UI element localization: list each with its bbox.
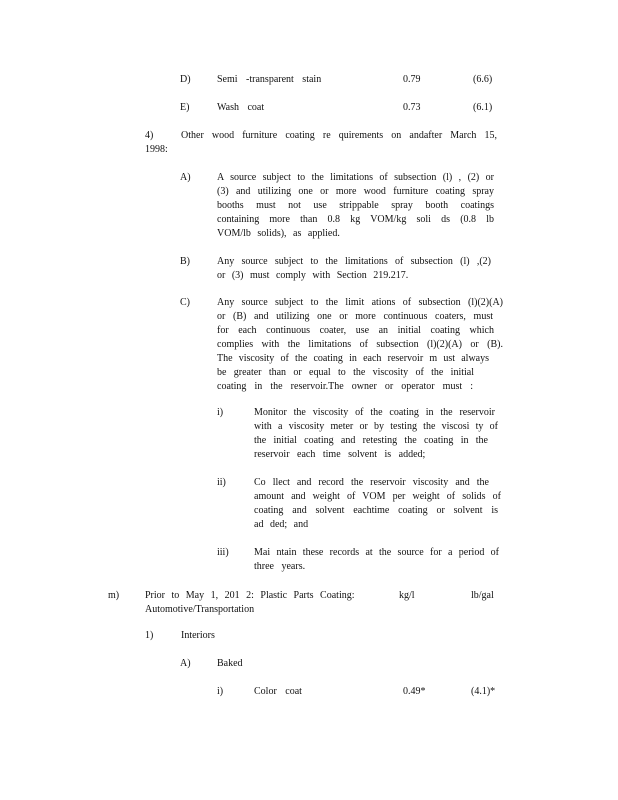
- item-m-title: Prior to May 1, 201 2: Plastic Parts Coating:: [145, 590, 355, 601]
- item-ciii-line: three years.: [254, 561, 306, 572]
- item-4c-text: [217, 296, 503, 394]
- item-cii-line: ad ded; and: [254, 519, 309, 530]
- item-4c-line: be greater than or equal to the viscosity of the initial: [217, 367, 474, 378]
- item-ci-line: reservoir each time solvent is added;: [254, 449, 426, 460]
- row-d-label: D): [180, 74, 191, 85]
- item-ci-text: [254, 406, 498, 462]
- item-ma-text: Baked: [217, 658, 243, 669]
- item-ciii-line: Mai ntain these records at the source for a period of: [254, 547, 499, 558]
- item-m-label: m): [108, 590, 120, 601]
- item-ci-label: i): [217, 407, 224, 418]
- row-d-lb: (6.6): [473, 74, 493, 85]
- item-4b-line: or (3) must comply with Section 219.217.: [217, 270, 409, 281]
- item-4c-line: coating in the reservoir.The owner or operator must :: [217, 381, 473, 392]
- row-e-name: Wash coat: [217, 102, 265, 113]
- item-4-text-cont: 1998:: [145, 144, 168, 155]
- item-ci-line: with a viscosity meter or by testing the viscosi ty of: [254, 421, 498, 432]
- item-4a-label: A): [180, 172, 191, 183]
- item-m-unit-lb: lb/gal: [471, 590, 494, 601]
- item-4c-line: for each continuous coater, use an initial coating which: [217, 325, 494, 336]
- item-4b-line: Any source subject to the limitations of subsection (l) ,(2): [217, 256, 491, 267]
- item-m-title-cont: Automotive/Transportation: [145, 604, 255, 615]
- item-4a-line: A source subject to the limitations of subsection (l) , (2) or: [217, 172, 494, 183]
- item-m-unit-kg: kg/l: [399, 590, 415, 601]
- item-4b-text: [217, 255, 491, 283]
- row-d-kg: 0.79: [403, 74, 421, 85]
- item-4a-text: [217, 171, 494, 241]
- item-ciii-text: [254, 546, 499, 574]
- item-4-label: 4): [145, 130, 154, 141]
- item-mi-lb: (4.1)*: [471, 686, 496, 697]
- item-mi-label: i): [217, 686, 224, 697]
- item-4c-line: Any source subject to the limit ations of subsection (l)(2)(A): [217, 297, 503, 308]
- item-4c-line: The viscosity of the coating in each reservoir m ust always: [217, 353, 489, 364]
- row-e-kg: 0.73: [403, 102, 421, 113]
- item-4-text: [181, 129, 497, 143]
- row-d-name: Semi -transparent stain: [217, 74, 322, 85]
- item-cii-line: amount and weight of VOM per weight of solids of: [254, 491, 501, 502]
- item-ci-line: Monitor the viscosity of the coating in the reservoir: [254, 407, 495, 418]
- item-4a-line: (3) and utilizing one or more wood furniture coating spray: [217, 186, 494, 197]
- item-cii-line: Co llect and record the reservoir viscosity and the: [254, 477, 489, 488]
- item-ci-line: the initial coating and retesting the coating in the: [254, 435, 488, 446]
- item-mi-name: Color coat: [254, 686, 302, 697]
- item-4a-line: booths must not use strippable spray booth coatings: [217, 200, 494, 211]
- item-4a-line: VOM/lb solids), as applied.: [217, 228, 340, 239]
- row-e-label: E): [180, 102, 190, 113]
- item-ciii-label: iii): [217, 547, 229, 558]
- item-4-line-1: Other wood furniture coating re quirements on andafter March 15,: [181, 130, 497, 141]
- row-e-lb: (6.1): [473, 102, 493, 113]
- item-cii-label: ii): [217, 477, 226, 488]
- item-4b-label: B): [180, 256, 190, 267]
- item-m1-text: Interiors: [181, 630, 215, 641]
- item-cii-line: coating and solvent eachtime coating or solvent is: [254, 505, 498, 516]
- item-ma-label: A): [180, 658, 191, 669]
- item-4c-line: or (B) and utilizing one or more continuous coaters, must: [217, 311, 493, 322]
- item-cii-text: [254, 476, 501, 532]
- item-4c-label: C): [180, 297, 190, 308]
- item-4a-line: containing more than 0.8 kg VOM/kg soli ds (0.8 lb: [217, 214, 494, 225]
- item-m1-label: 1): [145, 630, 154, 641]
- item-mi-kg: 0.49*: [403, 686, 426, 697]
- item-4c-line: complies with the limitations of subsection (l)(2)(A) or (B).: [217, 339, 503, 350]
